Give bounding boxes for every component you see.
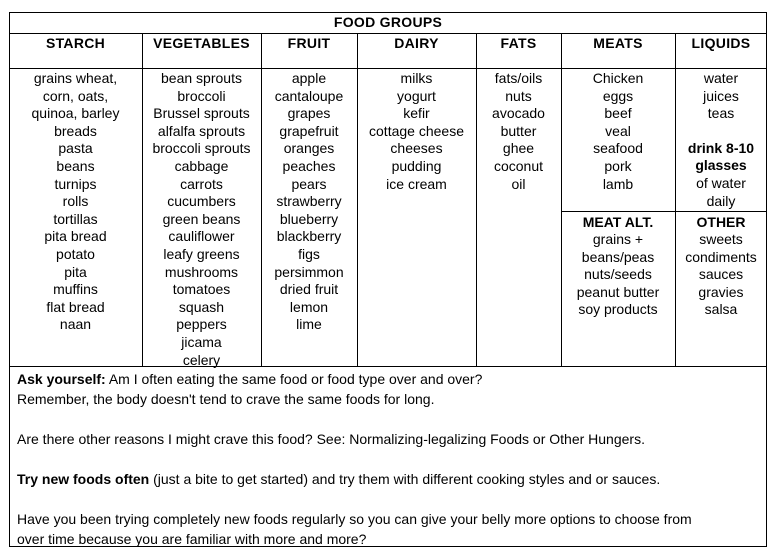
note-other-reasons: Are there other reasons I might crave this food? See: Normalizing-legalizing Foods or Other Hungers. (17, 431, 645, 447)
list-item: of water (696, 174, 746, 191)
list-item: celery (182, 351, 221, 368)
list-item: grains wheat, (33, 70, 118, 86)
list-item: pita (64, 263, 87, 280)
list-item: tomatoes (172, 281, 231, 298)
list-item: grapes (287, 105, 331, 122)
list-item: yogurt (397, 87, 436, 104)
list-item: figs (298, 245, 320, 262)
list-item: fats/oils (494, 70, 543, 86)
list-item: pita bread (44, 228, 107, 245)
list-item: turnips (54, 175, 97, 192)
list-item: pork (604, 157, 632, 174)
list-item: blueberry (279, 210, 339, 227)
list-item: breads (54, 122, 97, 139)
header-fruit: FRUIT (287, 35, 331, 51)
list-item: broccoli (177, 87, 226, 104)
note-try-new-foods-text: (just a bite to get started) and try them with different cooking styles and or sauces. (149, 471, 661, 487)
header-vegetables: VEGETABLES (153, 35, 250, 51)
list-item: cabbage (174, 157, 229, 174)
list-item: Brussel sprouts (153, 105, 250, 122)
list-item: carrots (180, 175, 223, 192)
notes-divider (9, 366, 767, 367)
meats-alt-divider (561, 211, 767, 212)
note-ask-yourself (17, 369, 762, 389)
list-item: cheeses (390, 140, 443, 157)
list-item: alfalfa sprouts (157, 122, 246, 139)
list-item: persimmon (274, 263, 344, 280)
spacer (675, 123, 767, 140)
list-item: tortillas (53, 210, 98, 227)
list-item: peanut butter (576, 283, 660, 300)
list-item: milks (400, 70, 433, 86)
list-item: beans (56, 157, 95, 174)
list-item: strawberry (276, 193, 342, 210)
list-item: juices (703, 87, 739, 104)
list-item: Chicken (592, 70, 644, 86)
list-item: avocado (492, 105, 545, 122)
list-item: potato (56, 245, 95, 262)
note-ask-yourself-text: Am I often eating the same food or food type over and over? (105, 371, 483, 387)
list-item: quinoa, barley (31, 105, 120, 122)
list-item: corn, oats, (42, 87, 109, 104)
list-item: green beans (162, 210, 241, 227)
spacer (17, 449, 762, 469)
liquids-emphasis-line-1: drink 8-10 (687, 139, 755, 156)
list-item: naan (59, 316, 92, 333)
other-list (675, 213, 767, 319)
meat-alt-header: MEAT ALT. (582, 214, 654, 230)
list-item: grains + (592, 231, 644, 247)
list-item: seafood (593, 140, 643, 157)
list-item: cucumbers (167, 193, 236, 210)
liquids-list (675, 70, 767, 210)
list-item: condiments (685, 248, 757, 265)
header-dairy: DAIRY (394, 35, 439, 51)
note-new-foods-line-1: Have you been trying completely new foods regularly so you can give your belly more options to choose from (17, 511, 692, 527)
list-item: broccoli sprouts (152, 140, 251, 157)
list-item: blackberry (276, 228, 342, 245)
list-item: gravies (698, 283, 744, 300)
list-item: cauliflower (168, 228, 235, 245)
list-item: soy products (578, 301, 658, 318)
list-item: nuts/seeds (584, 266, 652, 283)
list-item: cottage cheese (369, 122, 464, 139)
list-item: cantaloupe (274, 87, 344, 104)
list-item: squash (178, 298, 225, 315)
list-item: sauces (698, 266, 744, 283)
header-divider (9, 68, 767, 69)
list-item: nuts (505, 87, 532, 104)
list-item: pudding (391, 157, 442, 174)
list-item: oranges (283, 140, 335, 157)
list-item: flat bread (46, 298, 105, 315)
list-item: pasta (58, 140, 93, 157)
fruit-list (261, 70, 357, 334)
header-meats: MEATS (593, 35, 643, 51)
list-item: dried fruit (279, 281, 339, 298)
table-title: FOOD GROUPS (333, 14, 443, 30)
note-remember: Remember, the body doesn't tend to crave the same foods for long. (17, 391, 435, 407)
list-item: water (703, 70, 739, 86)
other-header: OTHER (696, 214, 746, 230)
header-fats: FATS (500, 35, 537, 51)
list-item: beef (604, 105, 632, 122)
fats-list (476, 70, 561, 193)
note-try-new-foods (17, 469, 762, 489)
list-item: eggs (602, 87, 634, 104)
dairy-list (357, 70, 476, 193)
list-item: oil (511, 175, 526, 192)
list-item: rolls (62, 193, 89, 210)
list-item: mushrooms (164, 263, 239, 280)
list-item: leafy greens (163, 245, 240, 262)
meats-list (561, 70, 675, 193)
list-item: kefir (403, 105, 430, 122)
notes-section (17, 369, 762, 549)
spacer (17, 409, 762, 429)
list-item: sweets (699, 231, 743, 247)
liquids-emphasis-line-2: glasses (695, 157, 747, 174)
list-item: muffins (53, 281, 98, 298)
list-item: pears (291, 175, 327, 192)
list-item: lime (296, 316, 322, 333)
list-item: apple (291, 70, 327, 86)
list-item: daily (706, 192, 736, 209)
list-item: butter (500, 122, 537, 139)
list-item: jicama (181, 333, 222, 350)
list-item: peaches (282, 157, 336, 174)
meat-alt-list (561, 213, 675, 319)
spacer (17, 489, 762, 509)
title-divider (9, 33, 767, 34)
list-item: beans/peas (581, 248, 655, 265)
vegetables-list (142, 70, 261, 369)
list-item: lamb (602, 175, 634, 192)
starch-list (9, 70, 142, 334)
list-item: coconut (493, 157, 544, 174)
note-try-new-foods-label: Try new foods often (17, 471, 150, 487)
header-starch: STARCH (45, 35, 106, 51)
note-ask-yourself-label: Ask yourself: (17, 371, 106, 387)
list-item: salsa (704, 301, 738, 318)
list-item: lemon (289, 298, 329, 315)
header-liquids: LIQUIDS (691, 35, 751, 51)
note-new-foods-line-2: over time because you are familiar with more and more? (17, 531, 367, 547)
list-item: peppers (176, 316, 227, 333)
list-item: ghee (502, 140, 535, 157)
list-item: ice cream (386, 175, 447, 192)
list-item: grapefruit (279, 122, 339, 139)
list-item: bean sprouts (161, 70, 242, 86)
list-item: veal (605, 122, 631, 139)
list-item: teas (707, 105, 735, 122)
